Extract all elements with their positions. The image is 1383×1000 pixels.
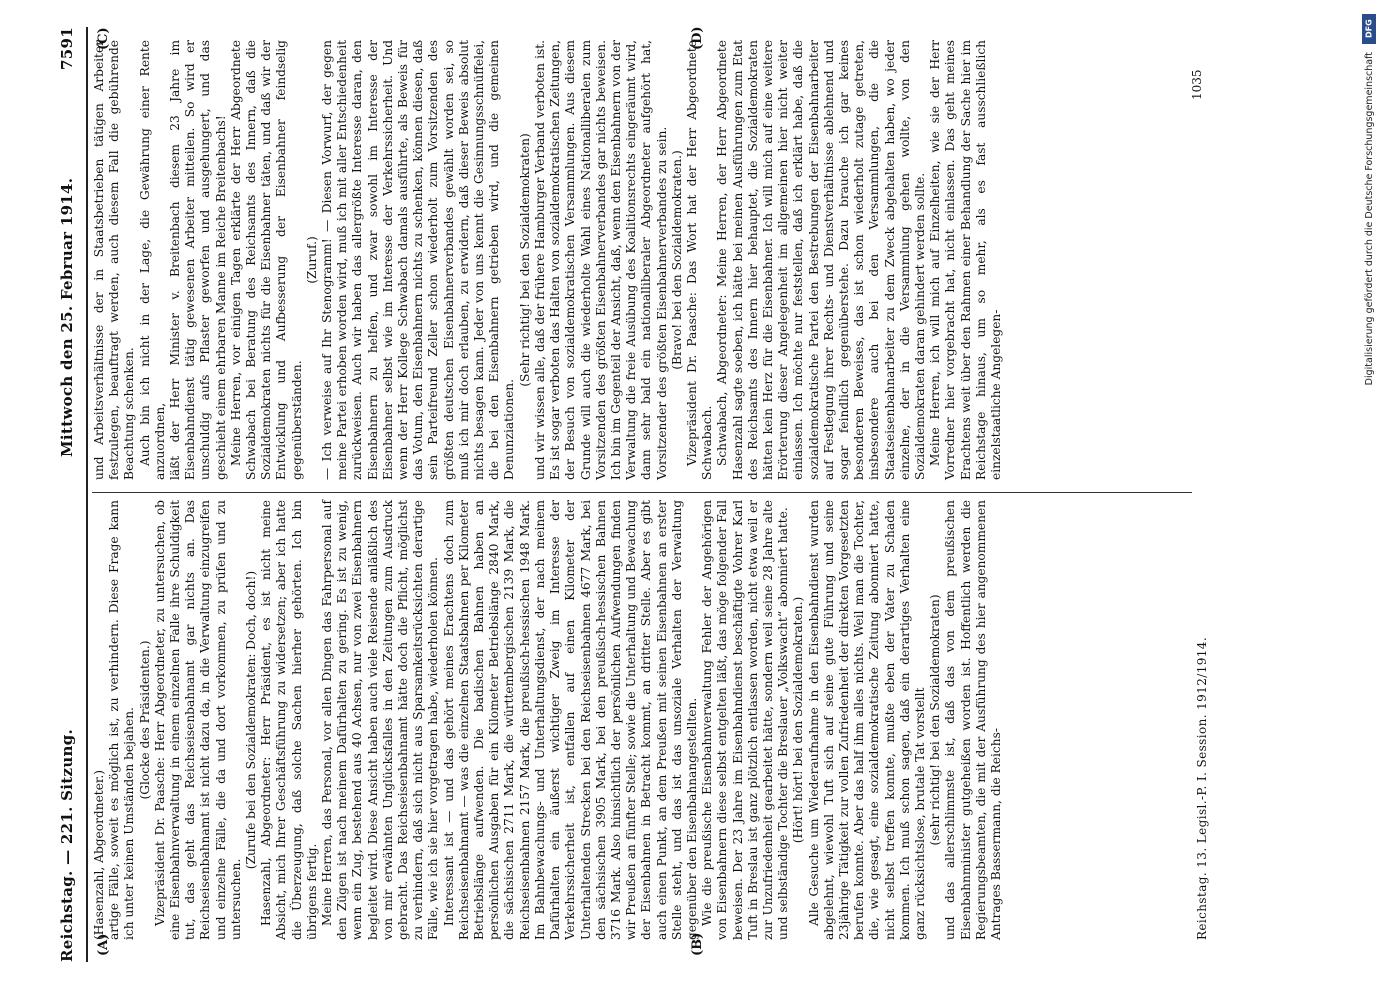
interjection: (Bravo! bei den Sozialdemokraten.) xyxy=(669,150,684,370)
paragraph: und das allerschlimmste ist, daß das von dem preußischen Eisenbahnminister gutgeheißen worden ist. Hoffentlich werden die Regierungsbeamten, die mit der Ausführung des hier angenommenen Antrages Bassermann, die Reichs- xyxy=(943,500,1003,940)
interjection: (Zurufe bei den Sozialdemokraten: Doch, doch!) xyxy=(244,570,259,870)
footer-session-info: Reichstag. 13. Legisl.-P. I. Session. 1912/1914. xyxy=(1195,636,1209,940)
page-header xyxy=(58,27,84,962)
margin-mark-c: (C) xyxy=(96,27,111,50)
interjection: (Sehr richtig! bei den Sozialdemokraten) xyxy=(517,133,532,387)
header-rule xyxy=(86,27,88,962)
paragraph: Wie die preußische Eisenbahnverwaltung Fehler der Angehörigen von Eisenbahnern diese selbst entgelten läßt, das möge folgender Fall beweisen. Der 23 Jahre im Eisenbahndienst beschäftigte Vohrer Karl Tuft in Breslau ist ganz plötzlich entlassen worden, nicht etwa weil er zur Unzufriedenheit gearbeitet hätte, sondern weil seine 28 Jahre alte und selbständige Tochter die Breslauer „Volkswacht“ abonniert hatte. xyxy=(700,500,791,940)
paragraph: und Arbeitsverhältnisse der in Staatsbetrieben tätigen Arbeiter festzulegen, beauftragt werden, auch diesem Fall die gebührende Beachtung schenken. xyxy=(92,40,137,480)
header-page-number: 7591 xyxy=(58,27,76,70)
paragraph: Hasenzahl, Abgeordneter: Herr Präsident, es ist nicht meine Absicht, mich Ihrer Geschäftsführung zu widersetzen; aber ich hatte die Überzeugung, daß solche Sachen hierher gehörten. Ich bin übrigens fertig. xyxy=(259,500,319,940)
right-column xyxy=(92,40,1004,480)
interjection: (sehr richtig! bei den Sozialdemokraten) xyxy=(928,594,943,846)
paragraph: — Ich verweise auf Ihr Stenogramm! — Diesen Vorwurf, der gegen meine Partei erhoben worden wird, muß ich mit aller Entschiedenheit zurückweisen. Auch wir haben das allergrößte Interesse daran, den Eisenbahnern zu helfen, und zwar sowohl im Interesse der Eisenbahner selbst wie im Interesse der Verkehrssicherheit. Und wenn der Herr Kollege Schwabach damals ausführte, als Beweis für das Votum, den Eisenbahnern nichts zu schenken, können diesen, daß sein Parteifreund Zeller schon wiederholt zum Vorsitzenden des größten deutschen Eisenbahnerverbandes gewählt worden sei, so muß ich mir doch erlauben, zu erwidern, daß dieser Beweis absolut nichts besagen kann. Jeder von uns kennt die Gesinnungsschnüffelei, die bei den Eisenbahnern getrieben wird, und die gemeinen Denunziationen. xyxy=(320,40,517,480)
dfg-logo: DFG xyxy=(1362,14,1376,44)
footer-number: 1035 xyxy=(1190,69,1204,100)
paragraph: artige Fälle, soweit es möglich ist, zu verhindern. Diese Frage kann ich unter keinen Umständen bejahen. xyxy=(107,500,137,940)
attribution-text: Digitalisierung gefördert durch die Deutsche Forschungsgemeinschaft xyxy=(1364,52,1375,386)
interjection: (Hört! hört! bei den Sozialdemokraten.) xyxy=(791,596,806,844)
paragraph: Schwabach, Abgeordneter: Meine Herren, der Herr Abgeordnete Hasenzahl sagte soeben, ich hätte bei meinen Ausführungen zum Etat des Reichsamts des Innern hier behauptet, die Sozialdemokraten hätten kein Herz für die Eisenbahner. Ich will mich auf eine weitere Erörterung dieser Angelegenheit im allgemeinen hier nicht weiter einlassen. Ich möchte nur feststellen, daß ich erklärt habe, daß die sozialdemokratische Partei den Bestrebungen der Eisenbahnarbeiter auf Festlegung ihrer Rechts- und Dienstverhältnisse ablehnend und sogar feindlich gegenüberstehe. Dazu brauche ich gar keines besonderen Beweises, das ist schon wiederholt zutage getreten, insbesondere auch bei den Versammlungen, die die Staatseisenbahnarbeiter zu dem Zweck abgehalten haben, wo jeder einzelne, der in die Versammlung gehen wollte, von den Sozialdemokraten daran gehindert werden sollte. xyxy=(715,40,927,480)
column-divider xyxy=(92,492,1192,493)
left-column xyxy=(92,500,1004,940)
paragraph: Meine Herren, vor einigen Tagen erklärte der Herr Abgeordnete Schwabach bei Beratung des Reichsamts des Innern, daß die Sozialdemokraten nichts für die Eisenbahner täten, und daß wir der Entwicklung und Aufbesserung der Eisenbahner feindselig gegenüberständen. xyxy=(228,40,304,480)
speaker-tag: (Hasenzahl, Abgeordneter.) xyxy=(92,769,106,940)
interjection: (Glocke des Präsidenten.) xyxy=(137,640,152,800)
paragraph: Alle Gesuche um Wiederaufnahme in den Eisenbahndienst wurden abgelehnt, wiewohl Tuft sich auf seine gute Führung und seine 23jährige Tätigkeit zur vollen Zufriedenheit der direkten Vorgesetzten berufen konnte. Aber das half ihm alles nichts. Weil man die Tochter, die, wie gesagt, eine sozialdemokratische Zeitung abonniert hatte, nicht selbst treffen konnte, mußte eben der Vater zu Schaden kommen. Ich muß schon sagen, daß ein derartiges Verhalten eine ganz rücksichtslose, brutale Tat vorstellt xyxy=(806,500,927,940)
header-session: Reichstag. — 221. Sitzung. xyxy=(58,728,76,962)
interjection: (Zuruf.) xyxy=(304,236,319,284)
margin-mark-d: (D) xyxy=(690,26,705,50)
paragraph: Meine Herren, das Personal, vor allen Dingen das Fahrpersonal auf den Zügen ist nach meinem Dafürhalten zu gering. Es ist zu wenig, wenn ein Zug, bestehend aus 40 Achsen, nur von zwei Eisenbahnern begleitet wird. Diese Ansicht haben auch viele Reisende anläßlich des von mir erwähnten Unglücksfalles in den Zeitungen zum Ausdruck gebracht. Das Reichseisenbahnamt hätte doch die Pflicht, möglichst zu verhindern, daß sich nicht aus Sparsamkeitsrücksichten derartige Fälle, wie ich sie hier vorgetragen habe, wiederholen können. xyxy=(320,500,441,940)
margin-mark-b: (B) xyxy=(690,932,705,956)
paragraph: Meine Herren, ich will mich auf Einzelheiten, wie sie der Herr Vorredner hier vorgebracht hat, nicht einlassen. Das geht meines Erachtens weit über den Rahmen einer Behandlung der Sache hier im Reichstage hinaus, um so mehr, als es fast ausschließlich einzelstaatliche Angelegen- xyxy=(928,40,1003,480)
paragraph: und wir wissen alle, daß der frühere Hamburger Verband verboten ist. Es ist sogar verboten das Halten von sozialdemokratischen Zeitungen, der Besuch von sozialdemokratischen Versammlungen. Aus diesem Grunde will auch die wiederholte Wahl eines Nationalliberalen zum Vorsitzenden des größten Eisenbahnerverbandes gar nichts beweisen. Ich bin im Gegenteil der Ansicht, daß, wenn den Eisenbahnern von der Verwaltung die freie Ausübung des Koalitionsrechts eingeräumt wird, dann sehr bald ein nationalliberaler Abgeordneter aufgehört hat, Vorsitzender des größten Eisenbahnerverbandes zu sein. xyxy=(532,40,669,480)
paragraph: Auch bin ich nicht in der Lage, die Gewährung einer Rente anzuordnen, xyxy=(137,40,167,480)
paragraph: Vizepräsident Dr. Paasche: Das Wort hat der Herr Abgeordnete Schwabach. xyxy=(684,40,715,480)
paragraph: Interessant ist — und das gehört meines Erachtens doch zum Reichseisenbahnamt — was die einzelnen Staatsbahnen per Kilometer Betriebslänge aufwenden. Die badischen Bahnen haben an persönlichen Ausgaben für ein Kilometer Betriebslänge 2840 Mark, die sächsischen 2711 Mark, die württembergischen 2139 Mark, die Reichseisenbahnen 2157 Mark, die preußisch-hessischen 1948 Mark. Im Bahnbewachungs- und Unterhaltungsdienst, der nach meinem Dafürhalten ein äußerst wichtiger Zweig im Interesse der Verkehrssicherheit ist, entfallen auf einen Kilometer der Unterhaltenden Strecken bei den Reichseisenbahnen 4677 Mark, bei den sächsischen 3905 Mark, bei den preußisch-hessischen Bahnen 3716 Mark. Also hinsichtlich der persönlichen Aufwendungen finden wir Preußen an fünfter Stelle; sowie die Unterhaltung und Bewachung der Eisenbahnen in Betracht kommt, an dritter Stelle. Aber es gibt auch einen Punkt, an dem Preußen mit seinen Eisenbahnen an erster Stelle steht, und das ist das unsoziale Verhalten der Verwaltung gegenüber den Eisenbahnangestellten. xyxy=(441,500,699,940)
margin-mark-a: (A) xyxy=(96,933,111,956)
digitization-attribution xyxy=(1352,6,1380,996)
paragraph: läßt der Herr Minister v. Breitenbach diesem 23 Jahre im Eisenbahndienst tätig gewesenen Arbeiter mitteilen. So wird er unschuldig aufs Pflaster geworfen und ausgehungert, und das geschieht einem ehrbaren Manne im Reiche Breitenbachs! xyxy=(168,40,228,480)
paragraph: Vizepräsident Dr. Paasche: Herr Abgeordneter, zu untersuchen, ob eine Eisenbahnverwaltung in einem einzelnen Falle ihre Schuldigkeit tut, das geht das Reichseisenbahnamt gar nichts an. Das Reichseisenbahnamt ist nicht dazu da, in die Verwaltung einzugreifen und einzelne Fälle, die da und dort vorkommen, zu prüfen und zu untersuchen. xyxy=(152,500,243,940)
header-date: Mittwoch den 25. Februar 1914. xyxy=(58,177,76,457)
